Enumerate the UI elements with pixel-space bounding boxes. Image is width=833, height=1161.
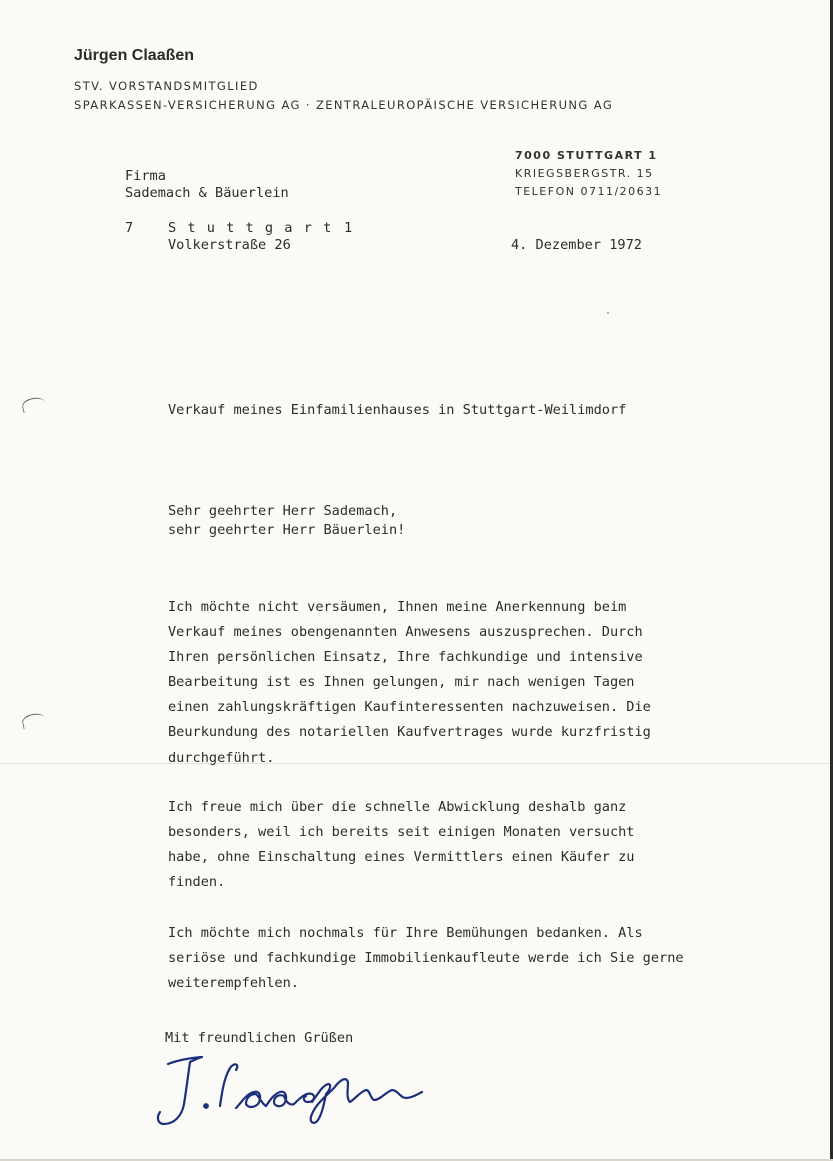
sender-address-phone: TELEFON 0711/20631 [515,185,663,198]
sender-name: Jürgen Claaßen [74,47,195,64]
letter-closing: Mit freundlichen Grüßen [165,1030,354,1046]
paper-speck [607,312,609,314]
sender-address [515,147,675,201]
handwritten-signature [150,1048,430,1130]
body-paragraph: Ich freue mich über die schnelle Abwicklung deshalb ganz besonders, weil ich bereits seit einigen Monaten versucht habe, ohne Einschaltung eines Vermittlers einen Käufer zu finden. [168,799,635,891]
recipient-company: Sademach & Bäuerlein [125,185,289,201]
recipient-city: Stuttgart [168,220,343,236]
sender-address-city: 7000 STUTTGART 1 [515,149,658,162]
letter-subject: Verkauf meines Einfamilienhauses in Stuttgart-Weilimdorf [168,402,627,418]
sender-role: STV. VORSTANDSMITGLIED [74,79,259,93]
recipient-street: Volkerstraße 26 [168,237,291,253]
punch-hole-top [21,396,46,413]
recipient-postcode: 7 [125,220,134,236]
body-paragraph: Ich möchte nicht versäumen, Ihnen meine Anerkennung beim Verkauf meines obengenannten Anwesens auszusprechen. Durch Ihren persönlichen Einsatz, Ihre fachkundige und intensive Bearbeitung ist es Ihnen gelungen, mir nach wenigen Tagen einen zahlungskräftigen Kaufinteressenten nachzuweisen. Die Beurkundung des notariellen Kaufvertrages wurde kurzfristig durchgeführt. [168,599,651,766]
letter-salutation: Sehr geehrter Herr Sademach, sehr geehrter Herr Bäuerlein! [168,503,406,538]
sender-address-street: KRIEGSBERGSTR. 15 [515,167,654,180]
punch-hole-bottom [21,712,46,729]
recipient-district: 1 [344,220,353,236]
body-paragraph: Ich möchte mich nochmals für Ihre Bemühungen bedanken. Als seriöse und fachkundige Immobilienkaufleute werde ich Sie gerne weiterempfehlen. [168,925,684,992]
sender-company: SPARKASSEN-VERSICHERUNG AG · ZENTRALEUROPÄISCHE VERSICHERUNG AG [74,98,614,112]
recipient-firma: Firma [125,168,166,184]
letter-date: 4. Dezember 1972 [511,237,642,253]
